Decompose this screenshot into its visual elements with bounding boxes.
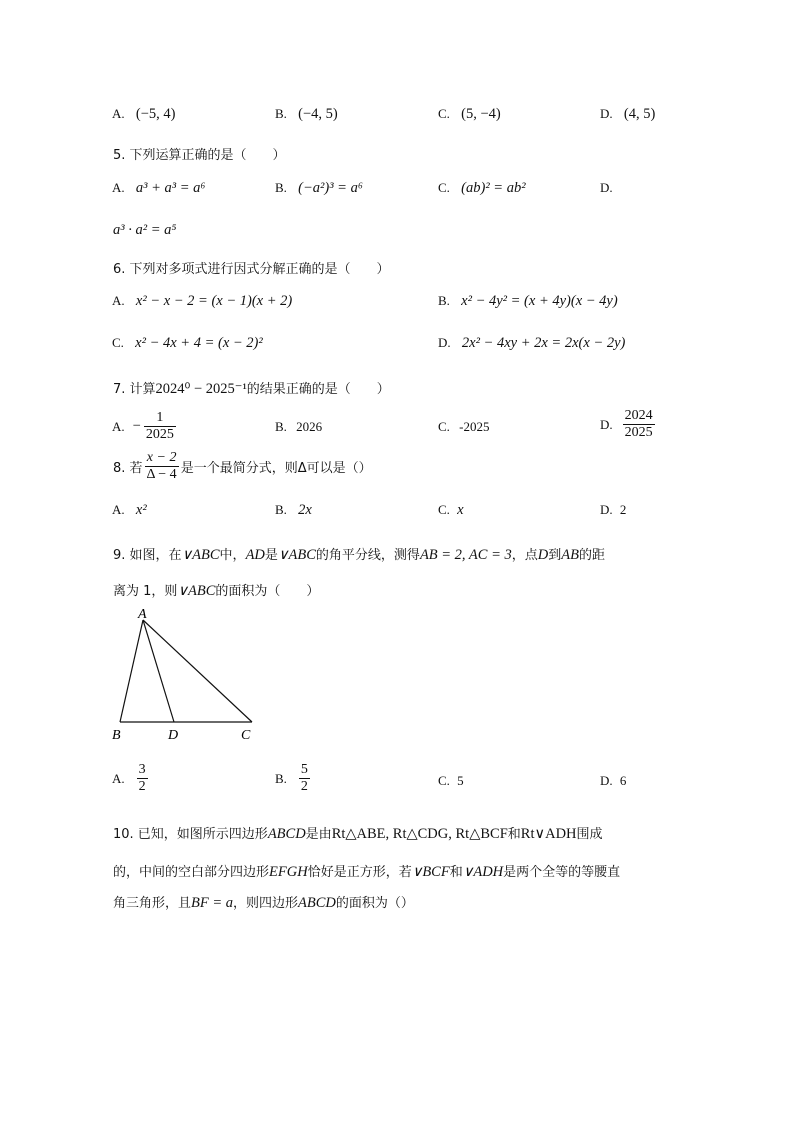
math-run: Rt∨ADH <box>520 826 577 842</box>
option-label: C. <box>438 502 450 517</box>
vertex-b-label: B <box>112 728 121 743</box>
fraction-denominator: 2025 <box>145 427 174 443</box>
option-expr: x <box>457 502 464 518</box>
option-label: D. <box>600 106 613 121</box>
math-run: ∨ADH <box>462 864 504 880</box>
q8-option-b <box>275 502 312 519</box>
option-label: D. <box>600 416 613 432</box>
option-label: B. <box>275 106 287 121</box>
q7-option-c <box>438 419 490 435</box>
text-run: 角三角形，且 <box>113 896 192 911</box>
fraction-numerator: 2024 <box>624 408 653 423</box>
q10-stem-line2 <box>113 861 620 881</box>
q6-option-b <box>438 293 618 310</box>
option-expr: (5, −4) <box>461 106 501 122</box>
math-run: ABCD <box>298 895 336 911</box>
vertex-a-label: A <box>138 607 147 622</box>
text-run: 是 <box>264 548 278 563</box>
fraction-numerator: 5 <box>300 762 308 777</box>
q10-stem-line1 <box>113 823 603 843</box>
fraction-denominator: 2025 <box>624 425 653 441</box>
q5-option-a <box>112 180 205 197</box>
q8-option-d <box>600 502 626 518</box>
option-value: 5 <box>457 773 464 788</box>
math-run: ∨ABC <box>181 547 220 563</box>
option-label: A. <box>112 418 125 434</box>
option-value: 2026 <box>296 419 323 434</box>
q7-stem <box>113 378 390 398</box>
option-expr: 2x <box>298 502 312 518</box>
option-label: B. <box>275 502 287 517</box>
text-run: 恰好是正方形，若 <box>307 865 412 880</box>
math-run: AD <box>245 547 265 563</box>
q4-option-c <box>438 106 501 123</box>
q8-option-c <box>438 502 464 519</box>
q4-option-b <box>275 106 338 123</box>
text-run: 是由 <box>305 827 332 842</box>
option-label: A. <box>112 502 125 517</box>
q9-option-c <box>438 773 464 789</box>
fraction-denominator: 2 <box>138 779 146 795</box>
q9-stem-line2 <box>113 580 319 600</box>
q9-option-d <box>600 773 626 789</box>
q9-stem-line1 <box>113 544 605 564</box>
q8-stem-suffix: 是一个最简分式，则Δ可以是（） <box>180 461 372 477</box>
fraction-numerator: x − 2 <box>146 450 177 465</box>
text-run: 的，中间的空白部分四边形 <box>113 865 270 880</box>
fraction <box>299 762 310 795</box>
text-run: 中， <box>219 548 246 563</box>
q6-stem: 6. 下列对多项式进行因式分解正确的是（ ） <box>113 262 390 277</box>
math-run: EFGH <box>269 864 308 880</box>
option-label: C. <box>438 106 450 121</box>
option-value: -2025 <box>459 419 490 434</box>
q7-stem-prefix: 7. 计算 <box>113 382 156 397</box>
text-run: ，点 <box>511 548 538 563</box>
option-expr: (−5, 4) <box>135 106 176 122</box>
text-run: 10. 已知，如图所示四边形 <box>113 827 268 842</box>
option-expr: x² − x − 2 = (x − 1)(x + 2) <box>135 293 293 309</box>
fraction-numerator: 1 <box>156 410 164 425</box>
option-expr: (−a²)³ = a⁶ <box>298 180 363 196</box>
text-run: 9. 如图，在 <box>113 548 182 563</box>
vertex-d-label: D <box>168 728 179 743</box>
q7-option-b <box>275 419 322 435</box>
text-run: 的角平分线，测得 <box>315 548 420 563</box>
q6-option-c <box>112 335 263 352</box>
q7-stem-suffix: 的结果正确的是（ ） <box>246 382 390 397</box>
math-run: ABCD <box>267 826 306 842</box>
q5-option-b <box>275 180 363 197</box>
vertex-c-label: C <box>241 728 251 743</box>
option-value: 6 <box>619 773 627 788</box>
fraction-denominator: Δ − 4 <box>146 467 177 483</box>
option-label: A. <box>112 106 125 121</box>
option-expr: x² − 4y² = (x + 4y)(x − 4y) <box>461 293 618 309</box>
q8-stem-prefix: 8. 若 <box>113 461 143 477</box>
option-label: D. <box>438 335 451 350</box>
q10-stem-line3 <box>113 892 414 912</box>
q8-stem <box>113 450 372 483</box>
q7-option-d <box>600 408 655 441</box>
option-label: B. <box>275 180 287 195</box>
q9-option-b <box>275 762 310 795</box>
q8-option-a <box>112 502 147 519</box>
q7-stem-math: 2024⁰ − 2025⁻¹ <box>155 381 247 397</box>
option-expr: x² <box>135 502 147 518</box>
text-run: 和 <box>449 865 463 880</box>
text-run: 的面积为（） <box>335 896 414 911</box>
option-expr: a³ + a³ = a⁶ <box>135 180 206 196</box>
option-label: B. <box>438 293 450 308</box>
math-run: ∨ABC <box>177 583 216 599</box>
math-run: D <box>537 547 549 563</box>
math-run: ∨BCF <box>411 864 450 880</box>
fraction <box>145 450 179 483</box>
q9-option-a <box>112 762 148 795</box>
q7-option-a <box>112 410 176 443</box>
option-label: A. <box>112 180 125 195</box>
segment-ac <box>143 620 252 722</box>
option-label: C. <box>438 419 450 434</box>
math-run: BF = a <box>191 895 234 911</box>
option-label: B. <box>275 770 287 786</box>
math-run: AB <box>561 547 579 563</box>
text-run: 和 <box>507 827 521 842</box>
q6-option-a <box>112 293 292 310</box>
option-expr: 2 <box>619 502 627 517</box>
text-run: 围成 <box>576 827 603 842</box>
fraction <box>144 410 176 443</box>
fraction-numerator: 3 <box>138 762 146 777</box>
option-expr: (ab)² = ab² <box>461 180 526 196</box>
math-run: AB = 2, AC = 3 <box>419 547 512 563</box>
option-label: D. <box>600 502 613 517</box>
option-expr: x² − 4x + 4 = (x − 2)² <box>135 335 263 351</box>
triangle-figure <box>108 606 268 746</box>
option-label: D. <box>600 773 613 788</box>
text-run: 的距 <box>578 548 605 563</box>
q5-stem: 5. 下列运算正确的是（ ） <box>113 148 286 163</box>
option-label: A. <box>112 770 125 786</box>
fraction <box>137 762 148 795</box>
option-expr: (−4, 5) <box>298 106 338 122</box>
option-expr: (4, 5) <box>623 106 656 122</box>
minus-sign: − <box>132 418 141 435</box>
option-label: C. <box>112 335 124 350</box>
option-label: C. <box>438 180 450 195</box>
math-run: Rt△ABE, Rt△CDG, Rt△BCF <box>331 826 508 842</box>
option-expr: 2x² − 4xy + 2x = 2x(x − 2y) <box>461 335 626 351</box>
q4-option-a <box>112 106 175 123</box>
text-run: 离为 1，则 <box>113 584 178 599</box>
fraction-denominator: 2 <box>300 779 308 795</box>
q4-option-d <box>600 106 655 123</box>
math-run: ∨ABC <box>277 547 316 563</box>
fraction <box>623 408 655 441</box>
q5-option-c <box>438 180 526 197</box>
text-run: 的面积为（ ） <box>215 584 320 599</box>
text-run: 是两个全等的等腰直 <box>503 865 621 880</box>
option-label: A. <box>112 293 125 308</box>
option-label: B. <box>275 419 287 434</box>
q5-option-d-expr: a³ · a² = a⁵ <box>113 222 177 238</box>
q5-option-d-label: D. <box>600 180 613 195</box>
segment-ab <box>120 620 143 722</box>
text-run: 到 <box>548 548 562 563</box>
q6-option-d <box>438 335 625 352</box>
option-label: C. <box>438 773 450 788</box>
text-run: ，则四边形 <box>233 896 299 911</box>
